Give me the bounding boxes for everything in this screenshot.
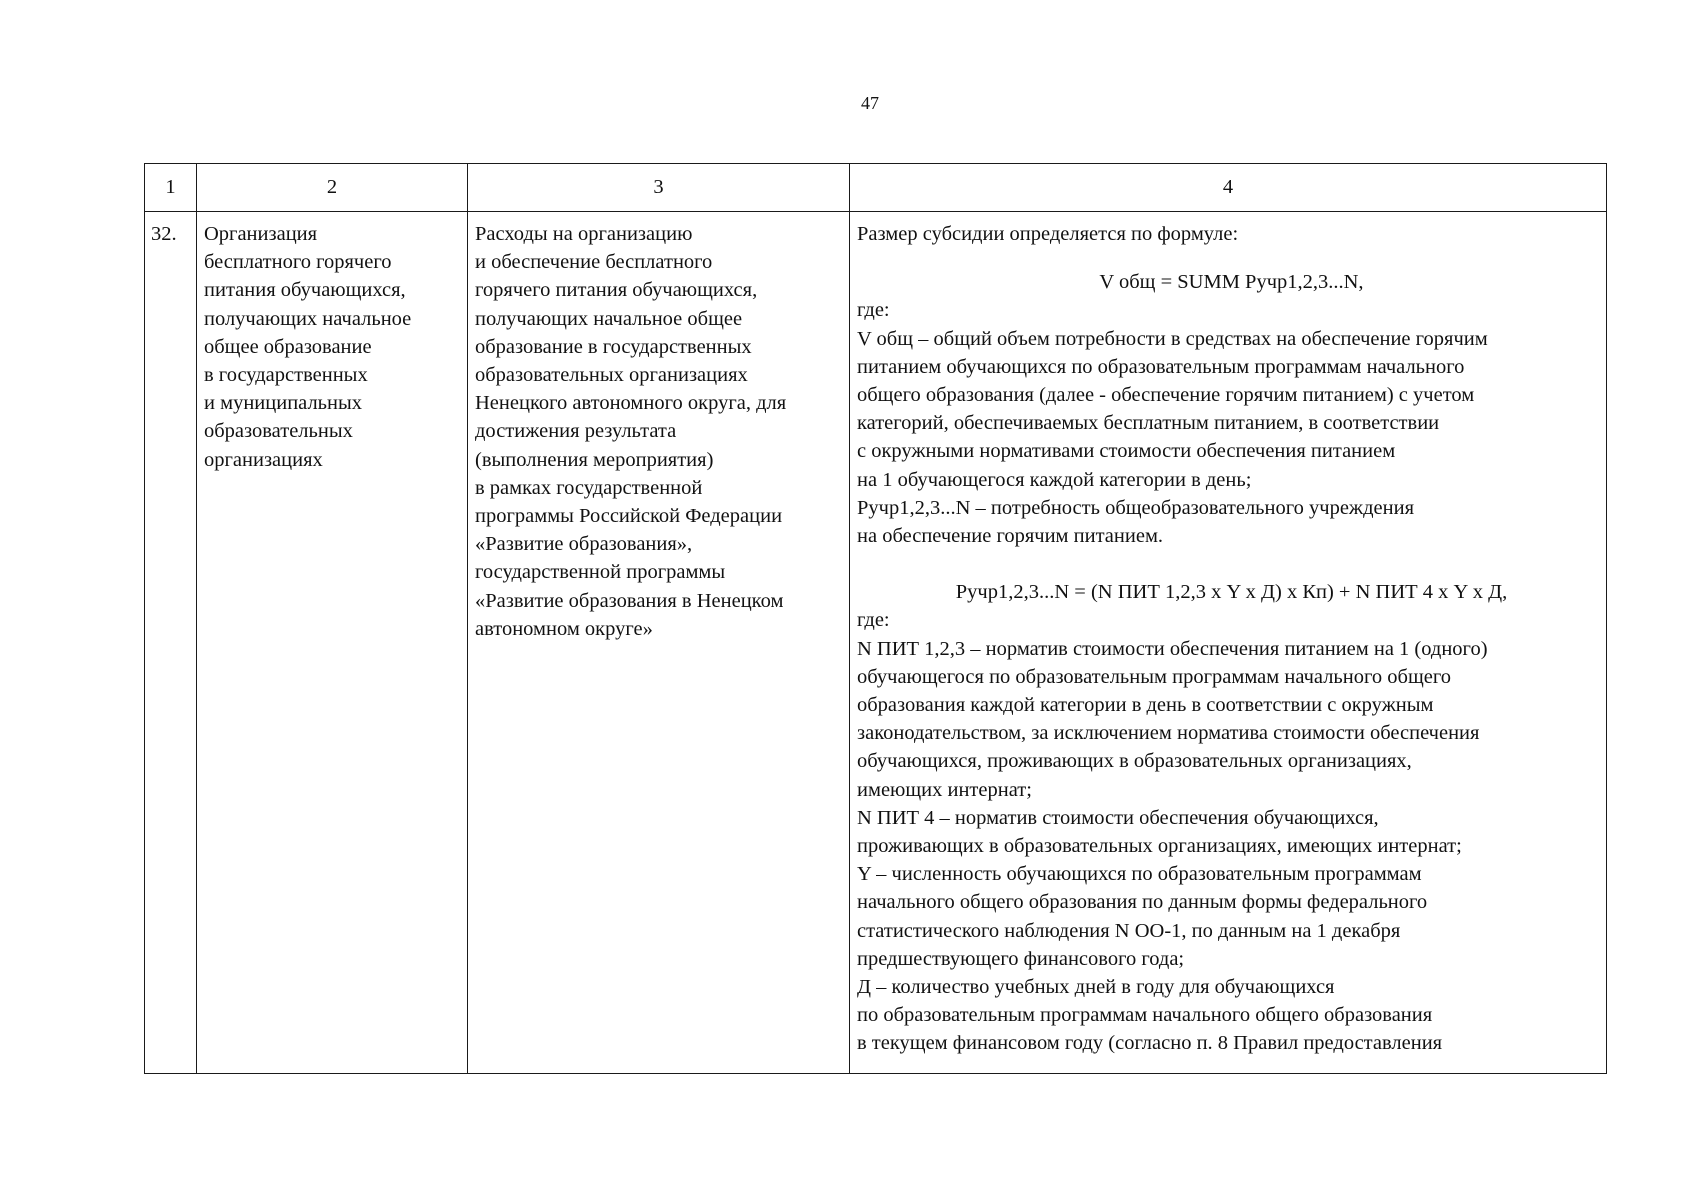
definition-line: категорий, обеспечиваемых бесплатным питанием, в соответствии (857, 412, 1440, 435)
purpose-line: горячего питания обучающихся, (475, 279, 758, 302)
definition-line: питанием обучающихся по образовательным программам начального (857, 355, 1465, 378)
subsidy-name-line: бесплатного горячего (204, 251, 392, 274)
method-intro: Размер субсидии определяется по формуле: (857, 223, 1239, 245)
definition-line: на 1 обучающегося каждой категории в день; (857, 468, 1252, 491)
purpose-line: образовательных организациях (475, 364, 748, 387)
subsidy-table (144, 163, 1607, 1074)
definition-line: Ручр1,2,3...N – потребность общеобразовательного учреждения (857, 496, 1414, 519)
row-number: 32. (145, 212, 197, 1074)
subsidy-name-line: образовательных (204, 420, 353, 443)
purpose-line: «Развитие образования», (475, 533, 693, 556)
definition-line: обучающихся, проживающих в образовательных организациях, (857, 750, 1412, 773)
definition-line: законодательством, за исключением норматива стоимости обеспечения (857, 722, 1480, 745)
subsidy-name-line: организациях (204, 448, 323, 471)
definition-line: общего образования (далее - обеспечение горячим питанием) с учетом (857, 384, 1475, 407)
definition-line: N ПИТ 1,2,3 – норматив стоимости обеспечения питанием на 1 (одного) (857, 637, 1488, 660)
calculation-method-cell (850, 212, 1607, 1074)
subsidy-purpose-cell (468, 212, 850, 1074)
table-row (145, 212, 1607, 1074)
formula-institution: Ручр1,2,3...N = (N ПИТ 1,2,3 х Y х Д) х Кп) + N ПИТ 4 х Y х Д, (955, 581, 1508, 604)
definition-line: с окружными нормативами стоимости обеспечения питанием (857, 440, 1396, 463)
subsidy-name-line: получающих начальное (204, 307, 412, 330)
purpose-line: получающих начальное общее (475, 307, 743, 330)
purpose-line: достижения результата (475, 420, 677, 443)
definition-line: Д – количество учебных дней в году для обучающихся (857, 976, 1335, 999)
header-cell-2: 2 (197, 164, 468, 212)
purpose-line: Ненецкого автономного округа, для (475, 392, 787, 415)
header-cell-4: 4 (850, 164, 1607, 212)
subsidy-name-cell (197, 212, 468, 1074)
definition-line: предшествующего финансового года; (857, 947, 1185, 970)
definition-line: имеющих интернат; (857, 778, 1032, 801)
purpose-line: автономном округе» (475, 617, 653, 640)
definition-line: в текущем финансовом году (согласно п. 8 Правил предоставления (857, 1032, 1443, 1055)
subsidy-name-line: питания обучающихся, (204, 279, 406, 302)
subsidy-name-line: Организация (204, 223, 318, 245)
purpose-line: и обеспечение бесплатного (475, 251, 713, 274)
definition-line: статистического наблюдения N ОО-1, по данным на 1 декабря (857, 919, 1401, 942)
purpose-line: образование в государственных (475, 335, 752, 358)
purpose-line: в рамках государственной (475, 476, 703, 499)
definition-line: обучающегося по образовательным программам начального общего (857, 665, 1451, 688)
definition-line: на обеспечение горячим питанием. (857, 525, 1164, 548)
subsidy-name-line: и муниципальных (204, 392, 363, 415)
purpose-line: Расходы на организацию (475, 223, 693, 245)
formula-total: V общ = SUMM Ручр1,2,3...N, (1099, 271, 1364, 294)
subsidy-name-line: общее образование (204, 335, 372, 358)
header-cell-1: 1 (145, 164, 197, 212)
purpose-line: (выполнения мероприятия) (475, 448, 714, 471)
where-label: где: (857, 609, 890, 632)
subsidy-name-line: в государственных (204, 364, 368, 387)
purpose-line: «Развитие образования в Ненецком (475, 589, 784, 612)
purpose-line: программы Российской Федерации (475, 505, 783, 528)
table-header-row (145, 164, 1607, 212)
definition-line: N ПИТ 4 – норматив стоимости обеспечения обучающихся, (857, 806, 1379, 829)
definition-line: по образовательным программам начального общего образования (857, 1004, 1433, 1027)
purpose-line: государственной программы (475, 561, 726, 584)
definition-line: начального общего образования по данным формы федерального (857, 891, 1428, 914)
definition-line: Y – численность обучающихся по образовательным программам (857, 863, 1422, 886)
definition-line: образования каждой категории в день в соответствии с окружным (857, 694, 1434, 717)
header-cell-3: 3 (468, 164, 850, 212)
definition-line: V общ – общий объем потребности в средствах на обеспечение горячим (857, 327, 1488, 350)
definition-line: проживающих в образовательных организациях, имеющих интернат; (857, 835, 1462, 858)
where-label: где: (857, 299, 890, 322)
page-number: 47 (861, 93, 879, 113)
